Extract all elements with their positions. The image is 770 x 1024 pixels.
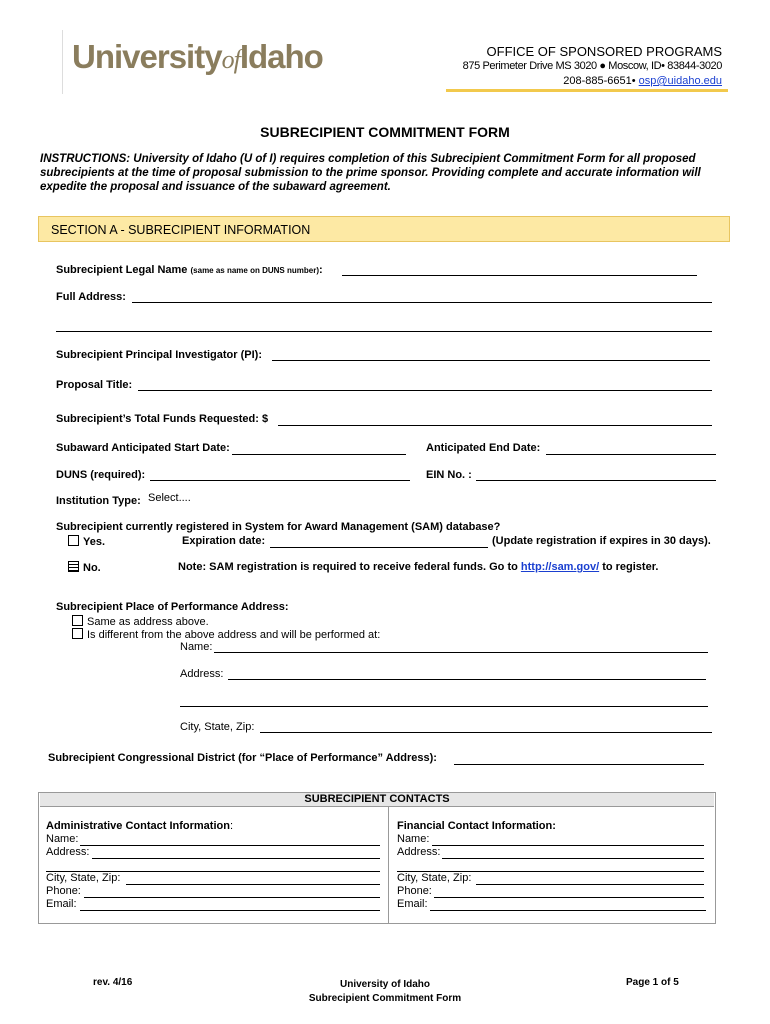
expiration-field[interactable]	[270, 547, 488, 548]
admin-name-field[interactable]	[80, 845, 380, 846]
office-address: 875 Perimeter Drive MS 3020 ● Moscow, ID• 83844-3020	[462, 60, 722, 72]
fin-email-field[interactable]	[430, 910, 706, 911]
fin-name-field[interactable]	[432, 845, 704, 846]
proposal-title-label: Proposal Title:	[56, 379, 133, 391]
perf-heading: Subrecipient Place of Performance Address:	[56, 601, 289, 613]
fin-address-field[interactable]	[442, 858, 704, 859]
ein-label: EIN No. :	[426, 469, 472, 481]
duns-field[interactable]	[150, 480, 410, 481]
pi-field[interactable]	[272, 360, 710, 361]
admin-email-label: Email:	[46, 898, 77, 910]
office-name: OFFICE OF SPONSORED PROGRAMS	[486, 44, 722, 59]
contacts-divider	[388, 807, 389, 923]
admin-address-field[interactable]	[92, 858, 380, 859]
fin-phone-field[interactable]	[434, 897, 704, 898]
ein-field[interactable]	[476, 480, 716, 481]
perf-address-label: Address:	[180, 668, 224, 680]
header-rule	[446, 89, 728, 92]
perf-address-field[interactable]	[228, 679, 706, 680]
admin-name-label: Name:	[46, 833, 79, 845]
expiration-label: Expiration date:	[182, 535, 266, 547]
footer-page-number: Page 1 of 5	[626, 977, 679, 988]
duns-label: DUNS (required):	[56, 469, 146, 481]
fin-name-label: Name:	[397, 833, 430, 845]
sam-note: Note: SAM registration is required to receive federal funds. Go to http://sam.gov/ to register.	[178, 561, 659, 573]
sam-link[interactable]: http://sam.gov/	[520, 561, 600, 573]
perf-address-field-2[interactable]	[180, 706, 708, 707]
legal-name-field[interactable]	[342, 275, 697, 276]
end-date-label: Anticipated End Date:	[426, 442, 541, 454]
fin-contact-title: Financial Contact Information:	[397, 820, 556, 832]
legal-name-label: Subrecipient Legal Name (same as name on DUNS number):	[56, 264, 323, 276]
sam-no-checkbox[interactable]	[68, 561, 79, 572]
congress-field[interactable]	[454, 764, 704, 765]
perf-city-field[interactable]	[260, 732, 712, 733]
contacts-heading: SUBRECIPIENT CONTACTS	[40, 793, 714, 807]
institution-type-select[interactable]: Select....	[148, 492, 191, 504]
update-note: (Update registration if expires in 30 days).	[492, 535, 711, 547]
perf-same-checkbox[interactable]	[72, 615, 83, 626]
perf-name-label: Name:	[180, 641, 213, 653]
institution-type-label: Institution Type:	[56, 495, 141, 507]
sam-yes-option[interactable]: Yes.	[68, 535, 105, 548]
admin-address-label: Address:	[46, 846, 90, 858]
section-a-heading: SECTION A - SUBRECIPIENT INFORMATION	[38, 216, 730, 242]
proposal-title-field[interactable]	[138, 390, 712, 391]
perf-name-field[interactable]	[214, 652, 708, 653]
instructions: INSTRUCTIONS: University of Idaho (U of I) requires completion of this Subrecipient Commitment Form for all proposed subrecipients at the time of proposal submission to the prime sponsor. Providing complete and accurate information will expedite the proposal and issuance of the subaward agreement.	[40, 153, 701, 193]
admin-city-field[interactable]	[126, 884, 380, 885]
perf-same-option[interactable]: Same as address above.	[72, 615, 209, 628]
admin-contact-title: Administrative Contact Information:	[46, 820, 234, 832]
full-address-field-2[interactable]	[56, 331, 712, 332]
perf-city-label: City, State, Zip:	[180, 721, 255, 733]
page-title: SUBRECIPIENT COMMITMENT FORM	[260, 124, 510, 140]
fin-city-field[interactable]	[476, 884, 704, 885]
sam-question: Subrecipient currently registered in System for Award Management (SAM) database?	[56, 521, 501, 533]
start-date-field[interactable]	[232, 454, 406, 455]
fin-city-label: City, State, Zip:	[397, 872, 472, 884]
footer-center: University of Idaho Subrecipient Commitment Form	[308, 979, 462, 1004]
start-date-label: Subaward Anticipated Start Date:	[56, 442, 230, 454]
university-logo: UniversityofIdaho	[72, 38, 323, 75]
admin-city-label: City, State, Zip:	[46, 872, 121, 884]
footer-revision: rev. 4/16	[93, 977, 133, 988]
perf-diff-checkbox[interactable]	[72, 628, 83, 639]
office-email-link[interactable]: osp@uidaho.edu	[638, 75, 722, 87]
admin-phone-label: Phone:	[46, 885, 81, 897]
pi-label: Subrecipient Principal Investigator (PI):	[56, 349, 262, 361]
sam-no-option[interactable]: No.	[68, 561, 101, 574]
office-contact: 208-885-6651• osp@uidaho.edu	[563, 75, 722, 87]
admin-phone-field[interactable]	[84, 897, 380, 898]
fin-email-label: Email:	[397, 898, 428, 910]
perf-diff-option[interactable]: Is different from the above address and will be performed at:	[72, 628, 380, 641]
sam-yes-checkbox[interactable]	[68, 535, 79, 546]
fin-phone-label: Phone:	[397, 885, 432, 897]
full-address-label: Full Address:	[56, 291, 126, 303]
funds-field[interactable]	[278, 425, 712, 426]
end-date-field[interactable]	[546, 454, 716, 455]
full-address-field[interactable]	[132, 302, 712, 303]
congress-label: Subrecipient Congressional District (for “Place of Performance” Address):	[48, 752, 437, 764]
admin-email-field[interactable]	[80, 910, 380, 911]
fin-address-label: Address:	[397, 846, 441, 858]
funds-label: Subrecipient’s Total Funds Requested: $	[56, 413, 269, 425]
